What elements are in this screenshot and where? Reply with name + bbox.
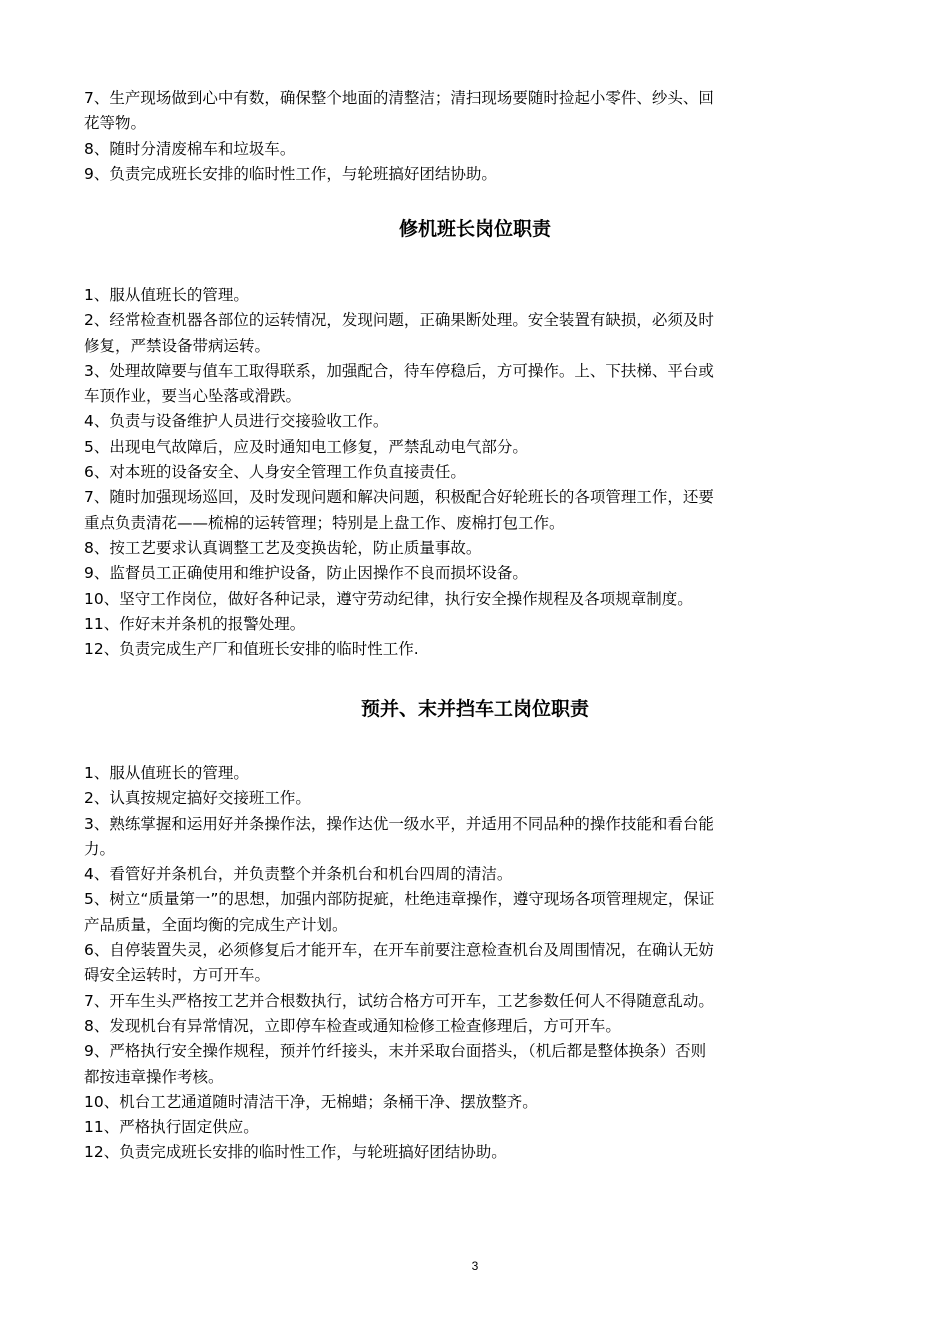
paragraph-line: 花等物。 — [84, 114, 147, 133]
section-repair-list — [84, 283, 874, 662]
list-item: 重点负责清花——梳棉的运转管理；特别是上盘工作、废棉打包工作。 — [84, 513, 565, 532]
paragraph-line: 7、生产现场做到心中有数，确保整个地面的清整洁；清扫现场要随时捡起小零件、纱头、回 — [84, 89, 714, 107]
list-item: 7、随时加强现场巡回，及时发现问题和解决问题，积极配合好轮班长的各项管理工作，还要 — [84, 488, 714, 507]
paragraph-line: 9、负责完成班长安排的临时性工作，与轮班搞好团结协助。 — [84, 164, 497, 183]
list-item: 3、熟练掌握和运用好并条操作法，操作达优一级水平，并适用不同品种的操作技能和看台能 — [84, 814, 714, 833]
list-item: 1、服从值班长的管理。 — [84, 764, 249, 782]
section-drawing-list — [84, 761, 874, 1166]
section-title-repair: 修机班长岗位职责 — [398, 218, 551, 240]
top-section — [84, 86, 874, 187]
list-item: 车顶作业，要当心坠落或滑跌。 — [84, 387, 302, 406]
list-item: 4、负责与设备维护人员进行交接验收工作。 — [84, 412, 389, 431]
list-item: 7、开车生头严格按工艺并合根数执行，试纺合格方可开车，工艺参数任何人不得随意乱动。 — [84, 991, 714, 1010]
section-title-drawing: 预并、末并挡车工岗位职责 — [360, 698, 589, 720]
list-item: 力。 — [84, 839, 116, 858]
list-item: 11、作好末并条机的报警处理。 — [84, 614, 306, 633]
list-item: 4、看管好并条机台，并负责整个并条机台和机台四周的清洁。 — [84, 865, 513, 884]
list-item: 9、严格执行安全操作规程，预并竹纤接头，末并采取台面搭头，（机后都是整体换条）否则 — [84, 1042, 707, 1061]
list-item: 5、树立“质量第一”的思想，加强内部防捉疵，杜绝违章操作，遵守现场各项管理规定，保证 — [84, 890, 715, 909]
list-item: 6、对本班的设备安全、人身安全管理工作负直接责任。 — [84, 463, 466, 482]
list-item: 12、负责完成班长安排的临时性工作，与轮班搞好团结协助。 — [84, 1143, 507, 1162]
list-item: 10、机台工艺通道随时清洁干净，无棉蜡；条桶干净、摆放整齐。 — [84, 1092, 538, 1111]
list-item: 碍安全运转时，方可开车。 — [84, 966, 271, 985]
paragraph-line: 8、随时分清废棉车和垃圾车。 — [84, 139, 296, 158]
list-item: 5、出现电气故障后，应及时通知电工修复，严禁乱动电气部分。 — [84, 437, 528, 456]
page-number: 3 — [471, 1259, 479, 1273]
list-item: 12、负责完成生产厂和值班长安排的临时性工作. — [84, 640, 419, 659]
list-item: 8、按工艺要求认真调整工艺及变换齿轮，防止质量事故。 — [84, 538, 482, 557]
list-item: 3、处理故障要与值车工取得联系，加强配合，待车停稳后，方可操作。上、下扶梯、平台或 — [84, 361, 714, 380]
list-item: 都按违章操作考核。 — [84, 1067, 224, 1086]
list-item: 1、服从值班长的管理。 — [84, 286, 249, 304]
list-item: 6、自停装置失灵，必须修复后才能开车，在开车前要注意检查机台及周围情况，在确认无妨 — [84, 941, 714, 960]
list-item: 10、坚守工作岗位，做好各种记录，遵守劳动纪律，执行安全操作规程及各项规章制度。 — [84, 589, 693, 608]
list-item: 2、认真按规定搞好交接班工作。 — [84, 789, 311, 808]
list-item: 9、监督员工正确使用和维护设备，防止因操作不良而损坏设备。 — [84, 564, 528, 583]
list-item: 产品质量，全面均衡的完成生产计划。 — [84, 915, 348, 934]
list-item: 修复，严禁设备带病运转。 — [84, 336, 271, 355]
list-item: 2、经常检查机器各部位的运转情况，发现问题，正确果断处理。安全装置有缺损，必须及时 — [84, 311, 714, 330]
list-item: 11、严格执行固定供应。 — [84, 1118, 259, 1137]
list-item: 8、发现机台有异常情况，立即停车检查或通知检修工检查修理后，方可开车。 — [84, 1016, 621, 1035]
